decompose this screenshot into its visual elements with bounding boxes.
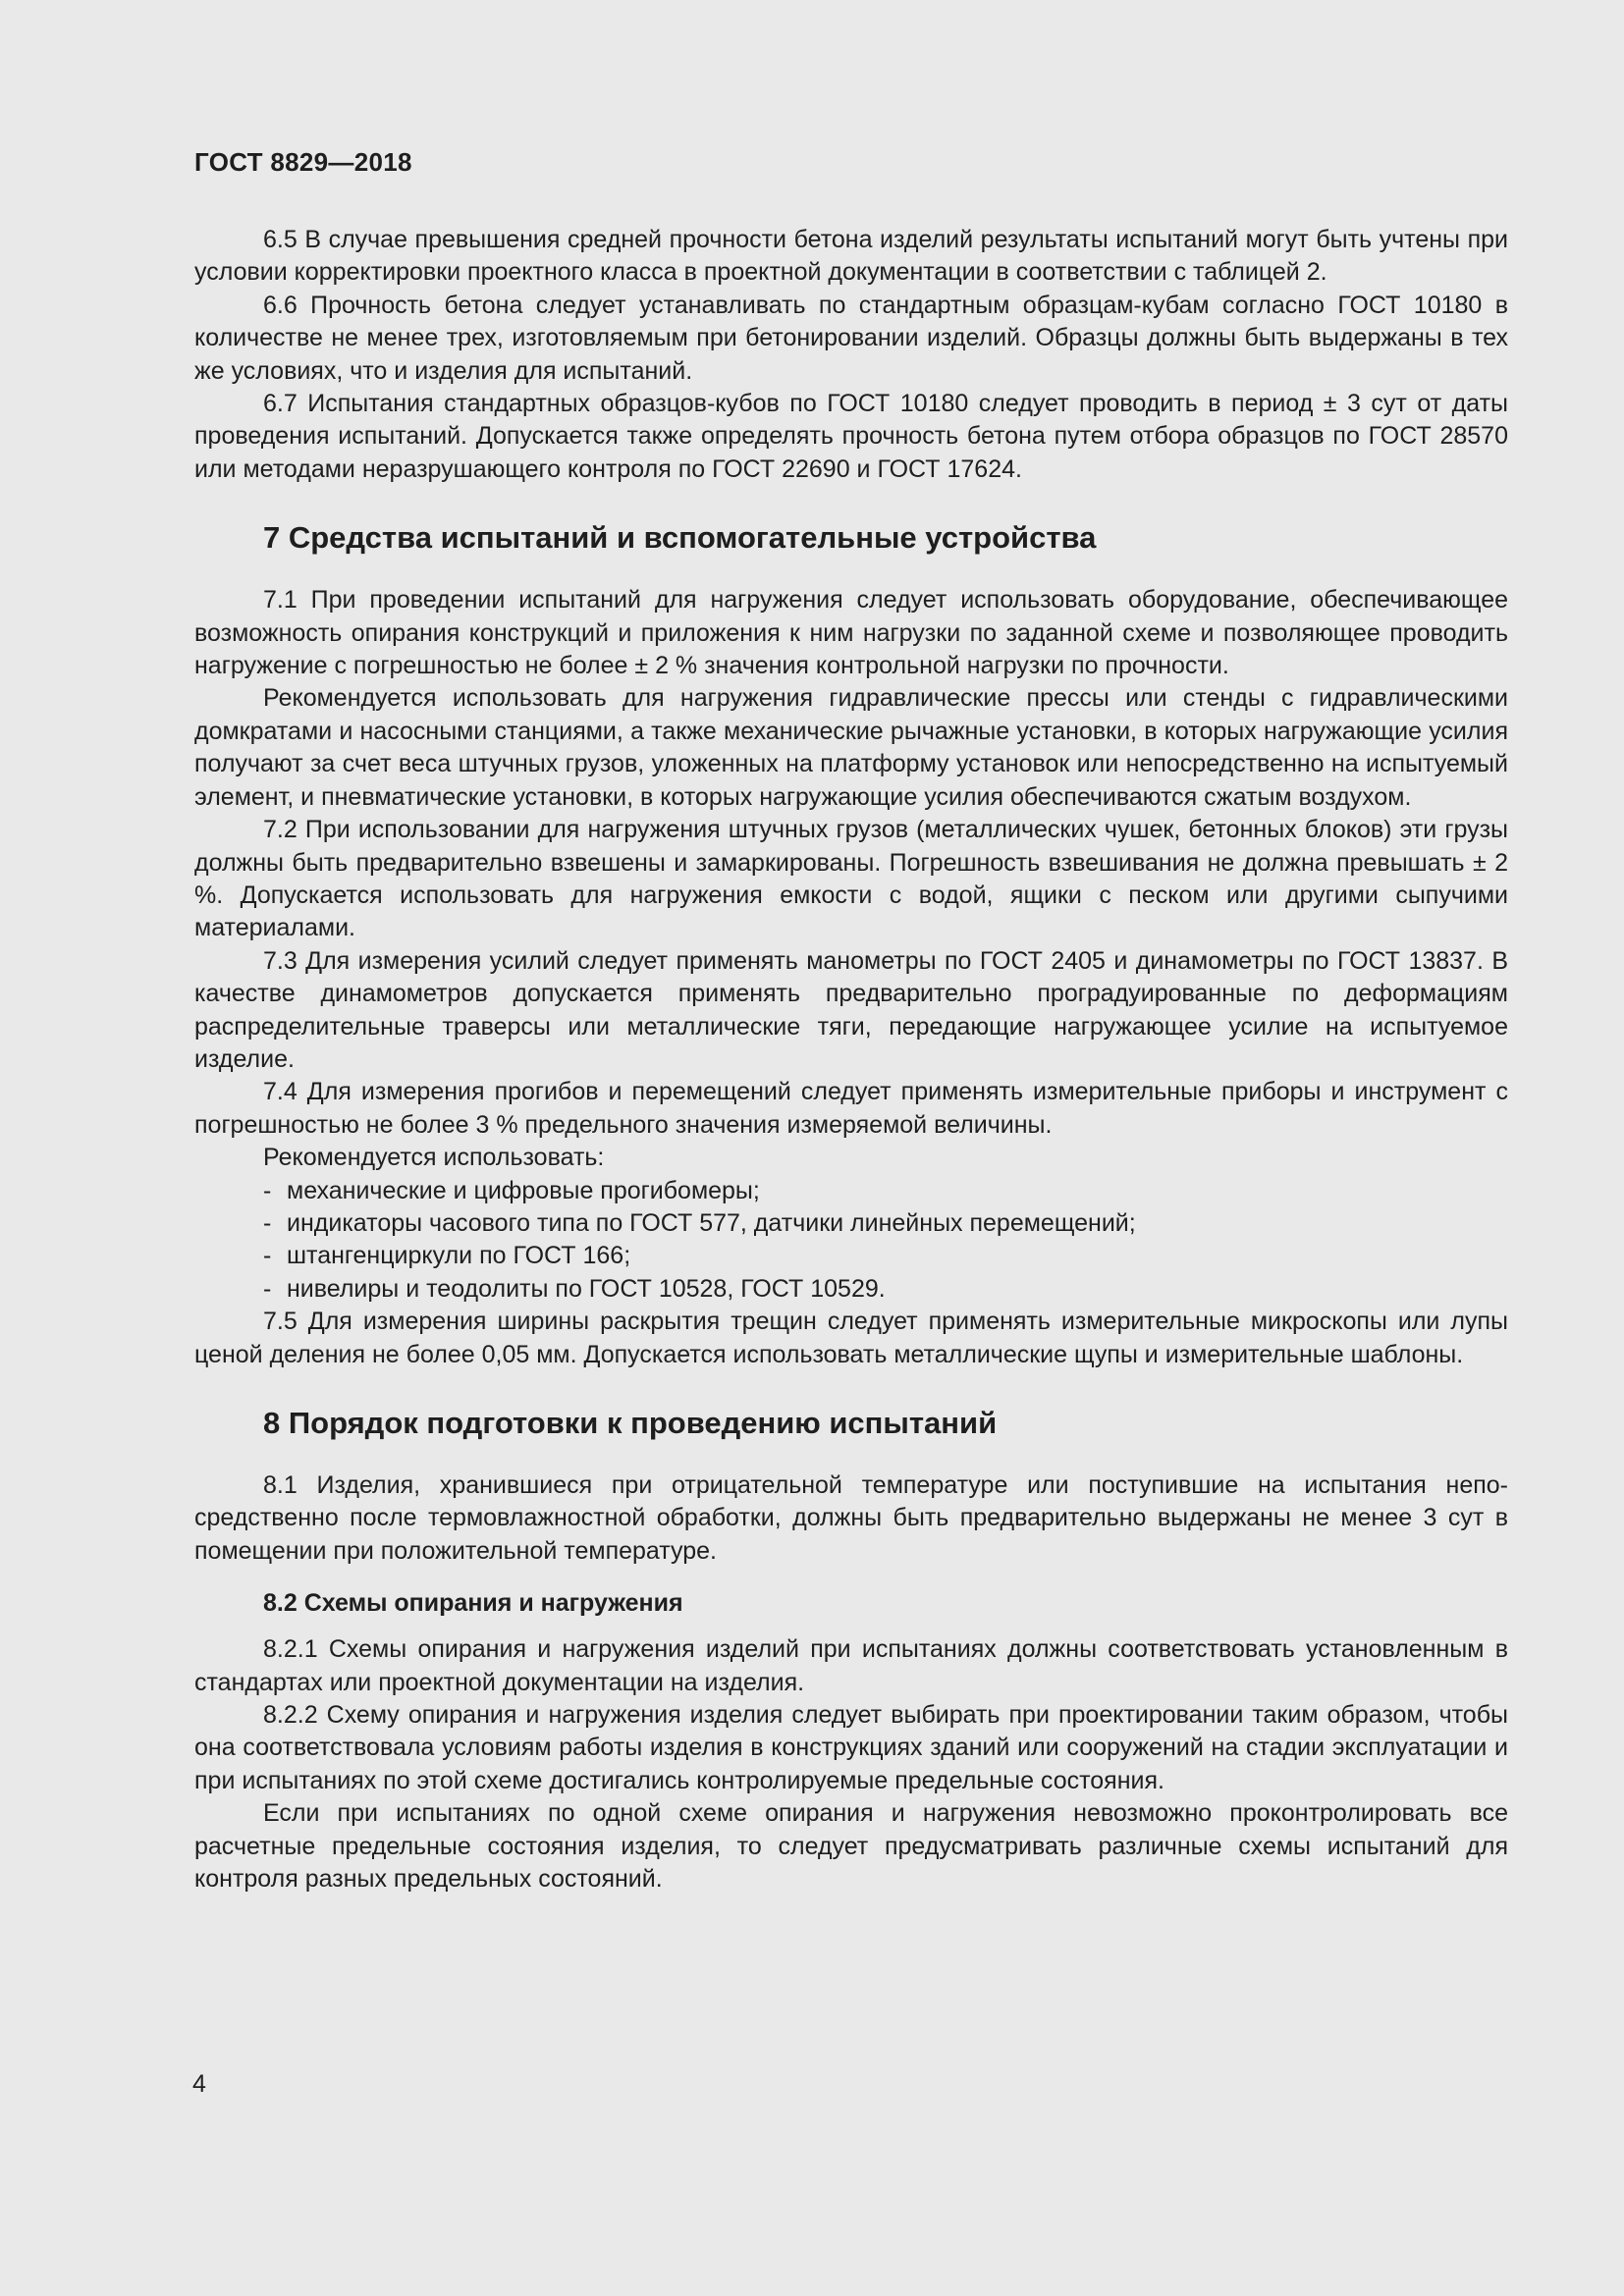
list-item (194, 1175, 1508, 1207)
paragraph-8-2-1: 8.2.1 Схемы опирания и нагружения изделий при испытаниях должны соответствовать установленным в стандартах или проектной документации на изделия. (194, 1635, 1508, 1696)
paragraph-7-1-recommendation: Рекомендуется использовать для нагружения гидравлические прессы или стенды с гидравлическими домкратами и насосными станциями, а также механические рычажные установки, в которых нагружающие усилия получают за счет веса штучных грузов, уложенных на платформу установок или непосредственно на испытуемый элемент, и пневматические установки, в которых нагружающие усилия обеспечиваются сжатым воздухом. (194, 684, 1508, 811)
list-item (194, 1240, 1508, 1272)
paragraph-6-5: 6.5 В случае превышения средней прочности бетона изделий результаты испытаний могут быть учтены при условии корректировки проектного класса в проектной документации в соответствии с таблицей 2. (194, 226, 1508, 287)
list-item-text: штангенциркули по ГОСТ 166; (287, 1242, 631, 1270)
section-7-heading: 7 Средства испытаний и вспомогательные устройства (263, 520, 1097, 556)
paragraph-6-6: 6.6 Прочность бетона следует устанавливать по стандартным образцам-кубам согласно ГОСТ 10180 в количестве не менее трех, изготовляемым при бетонировании изделий. Образцы должны быть выдержаны в тех же условиях, что и изделия для испытаний. (194, 291, 1508, 385)
list-item-text: механические и цифровые прогибомеры; (287, 1176, 760, 1204)
list-dash: - (263, 1176, 272, 1204)
instrument-list (194, 1175, 1508, 1307)
paragraph-8-2-2: 8.2.2 Схему опирания и нагружения изделия следует выбирать при проектировании таким образом, чтобы она соответствовала условиям работы изделия в конструкциях зданий или сооружений на стадии эксплуатации и при испытаниях по этой схеме достигались контролируемые предельные состояния. (194, 1701, 1508, 1794)
list-dash: - (263, 1242, 272, 1270)
list-item (194, 1207, 1508, 1240)
page-number: 4 (192, 2070, 206, 2098)
list-dash: - (263, 1208, 272, 1237)
paragraph-7-4-recommendation: Рекомендуется использовать: (263, 1144, 605, 1172)
document-header: ГОСТ 8829—2018 (194, 147, 412, 177)
section-8-heading: 8 Порядок подготовки к проведению испытаний (263, 1406, 998, 1440)
paragraph-7-1: 7.1 При проведении испытаний для нагружения следует использовать оборудование, обеспечивающее возможность опирания конструкций и приложения к ним нагрузки по заданной схеме и позволяющее проводить нагружение с погрешностью не более ± 2 % значения контрольной нагрузки по прочности. (194, 586, 1508, 680)
paragraph-7-4: 7.4 Для измерения прогибов и перемещений следует применять измерительные приборы и инструмент с погрешностью не более 3 % предельного значения измеряемой величины. (194, 1078, 1508, 1139)
document-body (194, 224, 1508, 1896)
list-item-text: индикаторы часового типа по ГОСТ 577, датчики линейных перемещений; (287, 1208, 1136, 1237)
list-item (194, 1273, 1508, 1306)
list-item-text: нивелиры и теодолиты по ГОСТ 10528, ГОСТ 10529. (287, 1274, 886, 1303)
paragraph-6-7: 6.7 Испытания стандартных образцов-кубов по ГОСТ 10180 следует проводить в период ± 3 сут от даты проведения испытаний. Допускается также определять прочность бетона путем отбора образцов по ГОСТ 28570 или методами неразрушающего контроля по ГОСТ 22690 и ГОСТ 17624. (194, 390, 1508, 483)
list-dash: - (263, 1274, 272, 1303)
subsection-8-2-heading: 8.2 Схемы опирания и нагружения (263, 1589, 683, 1618)
paragraph-8-1: 8.1 Изделия, хранившиеся при отрицательной температуре или поступившие на испытания непосредственно после термовлажностной обработки, должны быть предварительно выдержаны не менее 3 сут в помещении при положительной температуре. (194, 1471, 1508, 1565)
paragraph-7-5: 7.5 Для измерения ширины раскрытия трещин следует применять измерительные микроскопы или лупы ценой деления не более 0,05 мм. Допускается использовать металлические щупы и измерительные шаблоны. (194, 1308, 1508, 1368)
paragraph-7-2: 7.2 При использовании для нагружения штучных грузов (металлических чушек, бетонных блоков) эти грузы должны быть предварительно взвешены и замаркированы. Погрешность взвешивания не должна превышать ± 2 %. Допускается использовать для нагружения емкости с водой, ящики с песком или другими сыпучими материалами. (194, 816, 1508, 942)
paragraph-7-3: 7.3 Для измерения усилий следует применять манометры по ГОСТ 2405 и динамометры по ГОСТ 13837. В качестве динамометров допускается применять предварительно проградуированные по деформациям распределительные траверсы или металлические тяги, передающие нагружающее усилие на испытуемое изделие. (194, 946, 1508, 1073)
paragraph-8-2-2-note: Если при испытаниях по одной схеме опирания и нагружения невозможно проконтролировать все расчетные предельные состояния изделия, то следует предусматривать различные схемы испытаний для контроля разных предельных состояний. (194, 1799, 1508, 1894)
